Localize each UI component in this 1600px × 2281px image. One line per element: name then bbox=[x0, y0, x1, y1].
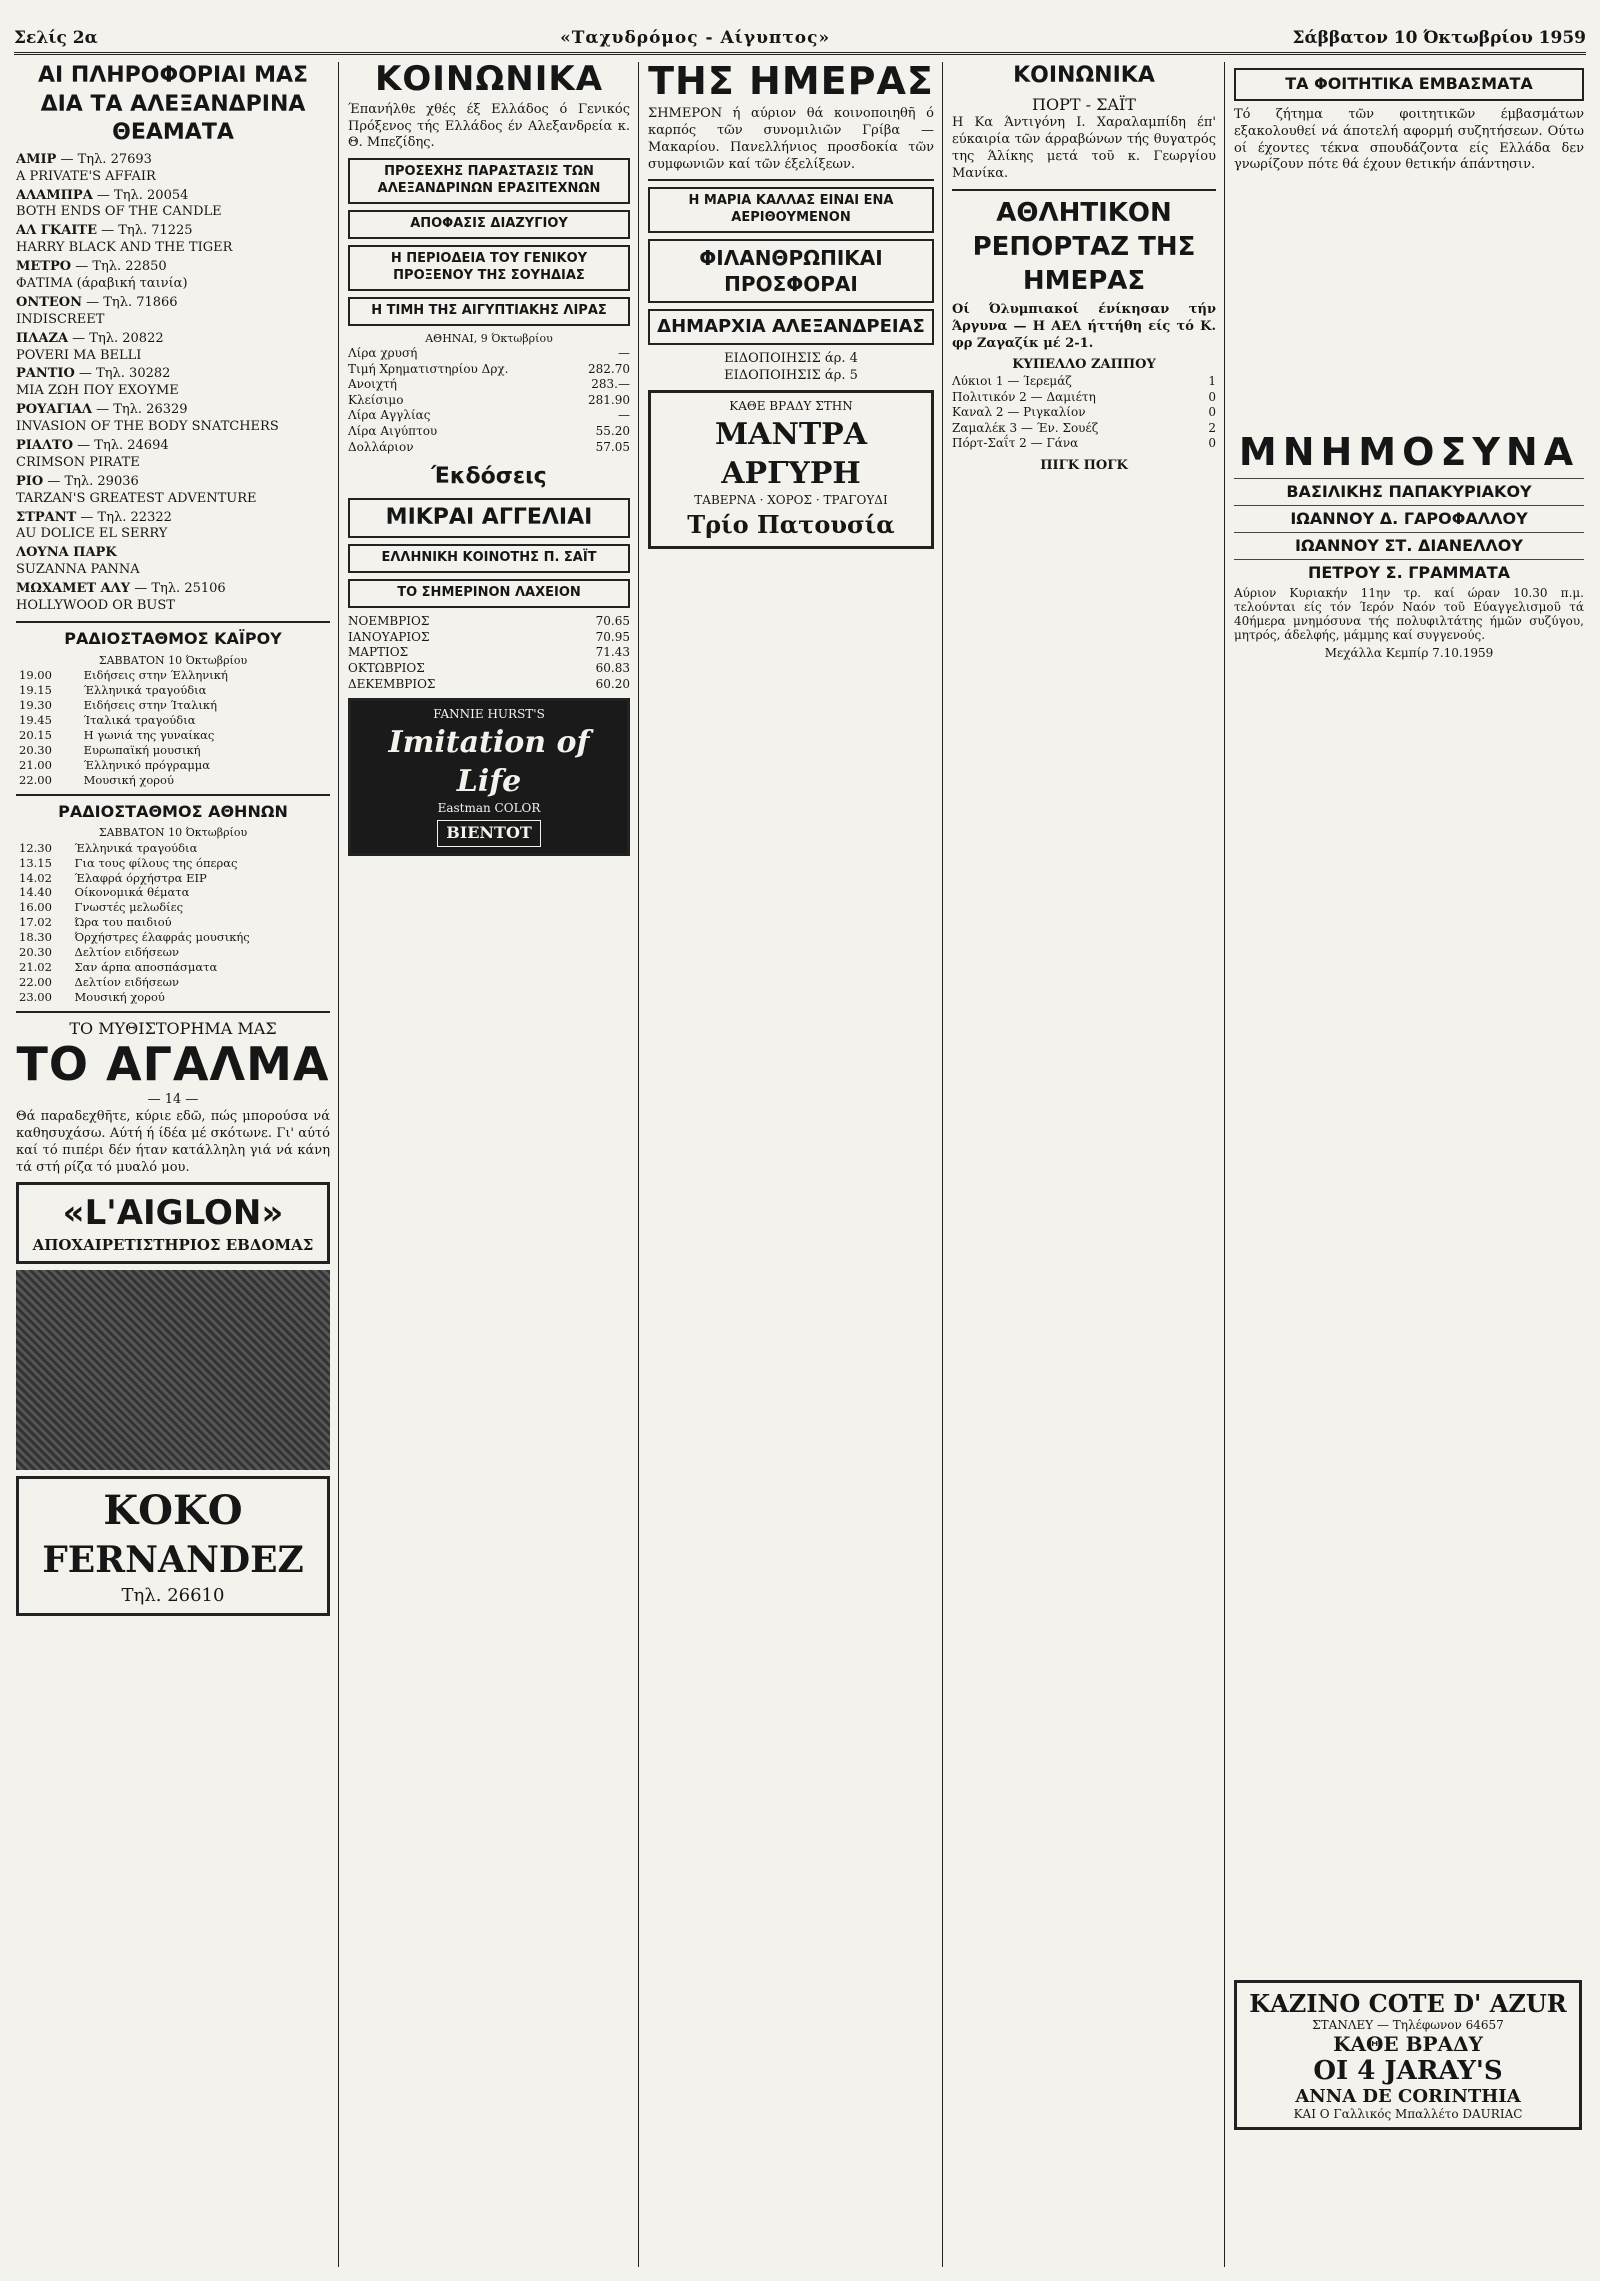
schedule-program: Όρχήστρες έλαφράς μουσικής bbox=[74, 930, 250, 945]
schedule-program: Μουσική χορού bbox=[74, 990, 165, 1004]
cinema-phone: — Τηλ. 26329 bbox=[91, 402, 188, 418]
schedule-time: 20.30 bbox=[19, 945, 52, 960]
cinema-item bbox=[16, 474, 330, 508]
schedule-row bbox=[16, 728, 330, 743]
day-title: ΤΗΣ ΗΜΕΡΑΣ bbox=[648, 62, 934, 103]
schedule-row bbox=[16, 758, 330, 773]
radio-athens-title: ΡΑΔΙΟΣΤΑΘΜΟΣ ΑΘΗΝΩΝ bbox=[58, 801, 288, 821]
cinema-name: ΟΝΤΕΟΝ bbox=[16, 294, 82, 310]
social-title: ΚΟΙΝΩΝΙΚΑ bbox=[374, 62, 604, 99]
column-entertainment bbox=[16, 62, 330, 2267]
film-ad-soon: ΒΙΕΝΤΟΤ bbox=[437, 820, 541, 847]
memorial-name: ΒΑΣΙΛΙΚΗΣ ΠΑΠΑΚΥΡΙΑΚΟΥ bbox=[1234, 478, 1584, 501]
cup-title: ΚΥΠΕΛΛΟ ΖΑΠΠΟΥ bbox=[1012, 357, 1156, 373]
schedule-row bbox=[16, 945, 330, 960]
municipal-headline: ΔΗΜΑΡΧΙΑ ΑΛΕΞΑΝΔΡΕΙΑΣ bbox=[648, 309, 934, 344]
lottery-list bbox=[348, 614, 630, 692]
schedule-time: 19.30 bbox=[19, 697, 52, 712]
price-row-value: 282.70 bbox=[588, 361, 630, 376]
mandra-band: Τρίο Πατουσία bbox=[687, 509, 895, 539]
result-row-value: 0 bbox=[1208, 436, 1216, 451]
schedule-time: 17.02 bbox=[19, 915, 52, 930]
lottery-row-label: ΟΚΤΩΒΡΙΟΣ bbox=[348, 660, 425, 675]
mandra-line: ΤΑΒΕΡΝΑ · ΧΟΡΟΣ · ΤΡΑΓΟΥΔΙ bbox=[694, 493, 888, 507]
students-text: Τό ζήτημα τῶν φοιτητικῶν έμβασμάτων εξακολουθεί νά άποτελή αφορμή συζητήσεων. Ούτω οί έχοντες τέκνα σπουδάζοντα είς Ελλάδα δεν γνωρίζουν πότε θά έχουν θετικήν άπάντησιν. bbox=[1234, 106, 1584, 173]
theatres-title: ΑΙ ΠΛΗΡΟΦΟΡΙΑΙ ΜΑΣ ΔΙΑ ΤΑ ΑΛΕΞΑΝΔΡΙΝΑ ΘΕΑΜΑΤΑ bbox=[37, 63, 309, 146]
price-row-value: 57.05 bbox=[595, 439, 630, 454]
koko-surname: FERNANDEZ bbox=[42, 1539, 304, 1582]
lottery-row-value: 70.65 bbox=[595, 614, 630, 629]
schedule-time: 20.15 bbox=[19, 727, 52, 742]
result-row bbox=[952, 374, 1216, 390]
koko-ad bbox=[16, 1476, 330, 1616]
column-rule bbox=[638, 62, 639, 2267]
schedule-time: 21.00 bbox=[19, 757, 52, 772]
novel-part: — 14 — bbox=[147, 1092, 199, 1108]
schedule-row bbox=[16, 915, 330, 930]
cinema-show: HOLLYWOOD OR BUST bbox=[16, 598, 175, 614]
cinema-name: ΑΜΙΡ bbox=[16, 151, 57, 167]
schedule-time: 20.30 bbox=[19, 742, 52, 757]
schedule-row bbox=[16, 990, 330, 1005]
mandra-kicker: ΚΑΘΕ ΒΡΑΔΥ ΣΤΗΝ bbox=[729, 399, 853, 414]
consul-headline: Η ΠΕΡΙΟΔΕΙΑ ΤΟΥ ΓΕΝΙΚΟΥ ΠΡΟΞΕΝΟΥ ΤΗΣ ΣΟΥΗΔΙΑΣ bbox=[348, 245, 630, 291]
column-rule bbox=[338, 62, 339, 2267]
schedule-row bbox=[16, 856, 330, 871]
schedule-time: 14.40 bbox=[19, 885, 52, 900]
radio-cairo-schedule bbox=[16, 668, 330, 788]
cinema-item bbox=[16, 366, 330, 400]
schedule-row bbox=[16, 668, 330, 683]
cinema-name: ΑΛΑΜΠΡΑ bbox=[16, 187, 93, 203]
cinema-name: ΛΟΥΝΑ ΠΑΡΚ bbox=[16, 545, 117, 561]
schedule-program: Δελτίον ειδήσεων bbox=[74, 945, 179, 960]
cinema-name: ΜΕΤΡΟ bbox=[16, 259, 72, 275]
schedule-row bbox=[16, 743, 330, 758]
memorial-name: ΙΩΑΝΝΟΥ ΣΤ. ΔΙΑΝΕΛΛΟΥ bbox=[1234, 532, 1584, 555]
price-row-value: 283.— bbox=[591, 377, 630, 392]
schedule-program: Έλληνικό πρόγραμμα bbox=[83, 757, 211, 772]
community-headline: ΕΛΛΗΝΙΚΗ ΚΟΙΝΟΤΗΣ Π. ΣΑΪΤ bbox=[348, 544, 630, 573]
lira-date: ΑΘΗΝΑΙ, 9 Όκτωβρίου bbox=[425, 331, 553, 345]
lottery-row-label: ΔΕΚΕΜΒΡΙΟΣ bbox=[348, 676, 436, 691]
aiglon-sub: ΑΠΟΧΑΙΡΕΤΙΣΤΗΡΙΟΣ ΕΒΔΟΜΑΣ bbox=[32, 1235, 314, 1254]
schedule-program: Για τους φίλους της όπερας bbox=[74, 855, 238, 870]
price-row-label: Λίρα χρυσή bbox=[348, 346, 418, 360]
result-row-label: Πολιτικόν 2 — Δαμιέτη bbox=[952, 389, 1096, 404]
cinema-phone: — Τηλ. 24694 bbox=[73, 438, 169, 454]
film-ad bbox=[348, 698, 630, 856]
price-row-label: Δολλάριον bbox=[348, 439, 414, 454]
result-row bbox=[952, 390, 1216, 406]
casino-nightly: ΚΑΘΕ ΒΡΑΔΥ bbox=[1333, 2032, 1483, 2056]
schedule-program: Έλληνικά τραγούδια bbox=[74, 840, 198, 855]
cinema-show: INDISCREET bbox=[16, 311, 105, 327]
cinema-show: SUZANNA PANNA bbox=[16, 562, 140, 578]
cinema-phone: — Τηλ. 27693 bbox=[56, 151, 152, 167]
result-row bbox=[952, 405, 1216, 421]
cinema-phone: — Τηλ. 71225 bbox=[96, 223, 193, 239]
cinema-show: ΜΙΑ ΖΩΗ ΠΟΥ ΕΧΟΥΜΕ bbox=[16, 383, 179, 399]
schedule-row bbox=[16, 900, 330, 915]
cinema-phone: — Τηλ. 20054 bbox=[92, 187, 189, 203]
social-text: Έπανήλθε χθές έξ Ελλάδος ό Γενικός Πρόξενος τής Ελλάδος έν Αλεξανδρεία κ. Θ. Μπεζίδης. bbox=[348, 101, 630, 151]
aiglon-ad bbox=[16, 1182, 330, 1264]
memorial-name: ΠΕΤΡΟΥ Σ. ΓΡΑΜΜΑΤΑ bbox=[1234, 559, 1584, 582]
lira-headline: Η ΤΙΜΗ ΤΗΣ ΑΙΓΥΠΤΙΑΚΗΣ ΛΙΡΑΣ bbox=[348, 297, 630, 326]
casino-title: ΚΑΖΙΝΟ COTE D' AZUR bbox=[1249, 1989, 1567, 2018]
schedule-row bbox=[16, 683, 330, 698]
social-ps-text: Η Κα Άντιγόνη Ι. Χαραλαμπίδη έπ' εύκαιρία τῶν άρραβώνων τής θυγατρός της Άλίκης μετά τοῦ κ. Γεωργίου Μανίκα. bbox=[952, 115, 1216, 182]
schedule-row bbox=[16, 960, 330, 975]
cinema-name: ΜΩΧΑΜΕΤ ΑΛΥ bbox=[16, 581, 131, 597]
cinema-list bbox=[16, 152, 330, 615]
cinema-item bbox=[16, 259, 330, 293]
lottery-row bbox=[348, 630, 630, 646]
radio-athens-date: ΣΑΒΒΑΤΟΝ 10 Όκτωβρίου bbox=[98, 826, 248, 840]
sports-title: ΑΘΛΗΤΙΚΟΝ ΡΕΠΟΡΤΑΖ ΤΗΣ ΗΜΕΡΑΣ bbox=[972, 197, 1196, 296]
cinema-name: ΡΙΟ bbox=[16, 473, 44, 489]
price-row-label: Τιμή Χρηματιστηρίου Δρχ. bbox=[348, 361, 509, 376]
memorial-text: Αύριον Κυριακήν 11ην τρ. καί ώραν 10.30 π.μ. τελούνται είς τόν Ίερόν Ναόν τοῦ Εύαγγελισμοῦ τά 40ήμερα μνημόσυνα τής πολυφιλτάτης ήμῶν συζύγου, μητρός, άδελφής, μάμμης καί συγγενούς. bbox=[1234, 586, 1584, 642]
casino-star: ANNA DE CORINTHIA bbox=[1295, 2086, 1521, 2107]
film-ad-sub: Eastman COLOR bbox=[437, 800, 541, 815]
social-ps-place: ΠΟΡΤ - ΣΑΪΤ bbox=[1032, 94, 1136, 114]
schedule-row bbox=[16, 713, 330, 728]
schedule-program: Η γωνιά της γυναίκας bbox=[83, 727, 215, 742]
casino-extra: ΚΑΙ Ο Γαλλικός Μπαλλέτο DAURIAC bbox=[1293, 2107, 1523, 2121]
schedule-row bbox=[16, 871, 330, 886]
price-row-value: — bbox=[618, 346, 630, 360]
issue-date: Σάββατον 10 Όκτωβρίου 1959 bbox=[1292, 28, 1586, 48]
cinema-phone: — Τηλ. 20822 bbox=[68, 330, 164, 346]
cinema-item bbox=[16, 510, 330, 544]
schedule-time: 13.15 bbox=[19, 855, 52, 870]
price-row-label: Λίρα Αγγλίας bbox=[348, 408, 431, 423]
price-row-value: 281.90 bbox=[588, 392, 630, 407]
day-lead: ΣΗΜΕΡΟΝ ή αύριον θά κοινοποιηθῆ ό καρπός τῶν συνομιλιῶν Γρίβα — Μακαρίου. Πανελλήνιος προσδοκία τῶν συμφωνιῶν καί τῶν έξελίξεων. bbox=[648, 105, 934, 172]
novel-kicker: ΤΟ ΜΥΘΙΣΤΟΡΗΜΑ ΜΑΣ bbox=[69, 1018, 277, 1038]
schedule-program: Ώρα του παιδιού bbox=[74, 915, 172, 930]
price-row bbox=[348, 440, 630, 456]
schedule-program: Δελτίον ειδήσεων bbox=[74, 975, 179, 990]
mandra-ad bbox=[648, 390, 934, 548]
novel-text: Θά παραδεχθῆτε, κύριε εδῶ, πώς μπορούσα νά καθησυχάσω. Αύτή ή ίδέα μέ σκότωνε. Γι' αύτό καί τό πιπέρι δέν ήταν κατάλληλη γιά νά κάνη τά στή ρίζα τό μυαλό μου. bbox=[16, 1108, 330, 1175]
cinema-show: HARRY BLACK AND THE TIGER bbox=[16, 240, 233, 256]
schedule-program: Ευρωπαϊκή μουσική bbox=[83, 742, 201, 757]
memorial-date: Μεχάλλα Κεμπίρ 7.10.1959 bbox=[1324, 646, 1494, 660]
notice-5: ΕΙΔΟΠΟΙΗΣΙΣ άρ. 5 bbox=[724, 367, 858, 383]
result-row-label: Ζαμαλέκ 3 — Έν. Σουέζ bbox=[952, 420, 1099, 435]
page-header bbox=[14, 10, 1586, 55]
callas-headline: Η ΜΑΡΙΑ ΚΑΛΛΑΣ ΕΙΝΑΙ ΕΝΑ ΑΕΡΙΘΟΥΜΕΝΟΝ bbox=[648, 187, 934, 233]
result-row bbox=[952, 421, 1216, 437]
schedule-row bbox=[16, 698, 330, 713]
social-ps-title: ΚΟΙΝΩΝΙΚΑ bbox=[1013, 63, 1155, 88]
schedule-program: Γνωστές μελωδίες bbox=[74, 900, 184, 915]
charity-headline: ΦΙΛΑΝΘΡΩΠΙΚΑΙ ΠΡΟΣΦΟΡΑΙ bbox=[648, 239, 934, 303]
film-ad-title: Imitation of Life bbox=[388, 724, 590, 799]
schedule-program: Μουσική χορού bbox=[83, 772, 174, 787]
lottery-row bbox=[348, 677, 630, 693]
cinema-item bbox=[16, 545, 330, 579]
schedule-program: Οίκονομικά θέματα bbox=[74, 885, 190, 900]
price-row-label: Ανοιχτή bbox=[348, 377, 397, 392]
cinema-name: ΡΙΑΛΤΟ bbox=[16, 438, 74, 454]
cinema-show: BOTH ENDS OF THE CANDLE bbox=[16, 204, 222, 220]
lottery-headline: ΤΟ ΣΗΜΕΡΙΝΟΝ ΛΑΧΕΙΟΝ bbox=[348, 579, 630, 608]
memorial-block bbox=[1234, 430, 1584, 660]
cinema-show: A PRIVATE'S AFFAIR bbox=[16, 168, 156, 184]
cinema-phone: — Τηλ. 71866 bbox=[82, 294, 178, 310]
cinema-item bbox=[16, 188, 330, 222]
newspaper-name: «Ταχυδρόμος - Αίγυπτος» bbox=[560, 28, 831, 48]
students-title: ΤΑ ΦΟΙΤΗΤΙΚΑ ΕΜΒΑΣΜΑΤΑ bbox=[1234, 68, 1584, 101]
lottery-row bbox=[348, 661, 630, 677]
novel-title: ΤΟ ΑΓΑΛΜΑ bbox=[16, 1036, 330, 1091]
mandra-title: ΜΑΝΤΡΑ ΑΡΓΥΡΗ bbox=[714, 417, 868, 491]
schedule-program: Ειδήσεις στην Ίταλική bbox=[83, 697, 217, 712]
lira-prices bbox=[348, 346, 630, 455]
koko-phone: Τηλ. 26610 bbox=[121, 1584, 225, 1606]
lottery-row-label: ΝΟΕΜΒΡΙΟΣ bbox=[348, 614, 430, 629]
schedule-time: 19.15 bbox=[19, 682, 52, 697]
theatre-headline: ΠΡΟΣΕΧΗΣ ΠΑΡΑΣΤΑΣΙΣ ΤΩΝ ΑΛΕΞΑΝΔΡΙΝΩΝ ΕΡΑΣΙΤΕΧΝΩΝ bbox=[348, 158, 630, 204]
column-rule bbox=[942, 62, 943, 2267]
schedule-program: Έλαφρά όρχήστρα ΕΙΡ bbox=[74, 870, 207, 885]
cinema-item bbox=[16, 295, 330, 329]
result-row-label: Πόρτ-Σαΐτ 2 — Γάνα bbox=[952, 436, 1079, 451]
schedule-program: Σαν άρπα αποσπάσματα bbox=[74, 960, 218, 975]
schedule-time: 19.00 bbox=[19, 668, 52, 683]
schedule-row bbox=[16, 773, 330, 788]
schedule-time: 16.00 bbox=[19, 900, 52, 915]
price-row-label: Κλείσιμο bbox=[348, 392, 404, 407]
cinema-show: CRIMSON PIRATE bbox=[16, 454, 140, 470]
column-rule bbox=[1224, 62, 1225, 2267]
dancer-photo bbox=[16, 1270, 330, 1470]
cinema-show: TARZAN'S GREATEST ADVENTURE bbox=[16, 490, 257, 506]
lottery-row-value: 60.83 bbox=[595, 660, 630, 675]
cinema-phone: — Τηλ. 29036 bbox=[43, 473, 139, 489]
cinema-show: POVERI MA BELLI bbox=[16, 347, 142, 363]
cinema-name: ΑΛ ΓΚΑΙΤΕ bbox=[16, 223, 97, 239]
casino-phone: ΣΤΑΝΛΕΥ — Τηλέφωνον 64657 bbox=[1312, 2018, 1504, 2032]
radio-cairo-date: ΣΑΒΒΑΤΟΝ 10 Όκτωβρίου bbox=[98, 653, 248, 667]
cinema-name: ΡΑΝΤΙΟ bbox=[16, 366, 75, 382]
sports-sign: ΠΙΓΚ ΠΟΓΚ bbox=[1040, 457, 1128, 473]
notice-4: ΕΙΔΟΠΟΙΗΣΙΣ άρ. 4 bbox=[724, 350, 858, 366]
cinema-item bbox=[16, 438, 330, 472]
cinema-phone: — Τηλ. 30282 bbox=[74, 366, 171, 382]
result-row bbox=[952, 436, 1216, 452]
cinema-show: ΦΑΤΙΜΑ (άραβική ταινία) bbox=[16, 276, 188, 292]
casino-act: ΟΙ 4 JARAY'S bbox=[1313, 2056, 1503, 2086]
schedule-time: 23.00 bbox=[19, 990, 52, 1004]
price-row bbox=[348, 424, 630, 440]
sports-sub: Οί Όλυμπιακοί ένίκησαν τήν Άργυνα — Η ΑΕΛ ήττήθη είς τό Κ. φρ Ζαγαζίκ μέ 2-1. bbox=[952, 302, 1216, 352]
price-row bbox=[348, 377, 630, 393]
price-row-value: 55.20 bbox=[595, 423, 630, 438]
cinema-name: ΠΛΑΖΑ bbox=[16, 330, 69, 346]
small-ads-title: ΜΙΚΡΑΙ ΑΓΓΕΛΙΑΙ bbox=[348, 498, 630, 539]
memorial-names bbox=[1234, 478, 1584, 582]
schedule-time: 22.00 bbox=[19, 772, 52, 787]
koko-name: ΚΟΚΟ bbox=[103, 1487, 243, 1535]
lottery-row-value: 71.43 bbox=[595, 645, 630, 660]
result-row-value: 0 bbox=[1208, 389, 1216, 404]
schedule-row bbox=[16, 885, 330, 900]
result-row-value: 1 bbox=[1208, 373, 1216, 388]
memorial-title: ΜΝΗΜΟΣΥΝΑ bbox=[1238, 430, 1580, 474]
schedule-program: Ίταλικά τραγούδια bbox=[83, 712, 196, 727]
cinema-item bbox=[16, 223, 330, 257]
cinema-name: ΣΤΡΑΝΤ bbox=[16, 509, 77, 525]
schedule-time: 14.02 bbox=[19, 870, 52, 885]
cinema-phone: — Τηλ. 25106 bbox=[130, 581, 226, 597]
price-row bbox=[348, 393, 630, 409]
radio-athens-schedule bbox=[16, 841, 330, 1005]
cinema-item bbox=[16, 331, 330, 365]
lottery-row-value: 70.95 bbox=[595, 629, 630, 644]
divorce-headline: ΑΠΟΦΑΣΙΣ ΔΙΑΖΥΓΙΟΥ bbox=[348, 210, 630, 239]
page-number: Σελίς 2α bbox=[14, 28, 98, 48]
results-list bbox=[952, 374, 1216, 452]
lottery-row-label: ΜΑΡΤΙΟΣ bbox=[348, 645, 409, 660]
lottery-row bbox=[348, 645, 630, 661]
price-row bbox=[348, 346, 630, 362]
schedule-program: Έλληνικά τραγούδια bbox=[83, 682, 207, 697]
schedule-row bbox=[16, 930, 330, 945]
lottery-row bbox=[348, 614, 630, 630]
cinema-phone: — Τηλ. 22322 bbox=[76, 509, 172, 525]
schedule-row bbox=[16, 841, 330, 856]
cinema-show: INVASION OF THE BODY SNATCHERS bbox=[16, 419, 279, 435]
aiglon-title: «L'AIGLON» bbox=[62, 1193, 284, 1234]
price-row-label: Λίρα Αιγύπτου bbox=[348, 423, 438, 438]
schedule-time: 19.45 bbox=[19, 712, 52, 727]
cinema-item bbox=[16, 152, 330, 186]
casino-ad bbox=[1234, 1980, 1582, 2130]
editions-title: Έκδόσεις bbox=[431, 464, 547, 490]
price-row bbox=[348, 408, 630, 424]
column-students bbox=[1234, 62, 1584, 422]
cinema-item bbox=[16, 402, 330, 436]
result-row-value: 2 bbox=[1208, 420, 1216, 435]
cinema-show: AU DOLICE EL SERRY bbox=[16, 526, 168, 542]
memorial-name: ΙΩΑΝΝΟΥ Δ. ΓΑΡΟΦΑΛΛΟΥ bbox=[1234, 505, 1584, 528]
result-row-value: 0 bbox=[1208, 405, 1216, 420]
cinema-phone: — Τηλ. 22850 bbox=[71, 259, 167, 275]
schedule-time: 22.00 bbox=[19, 975, 52, 990]
price-row bbox=[348, 362, 630, 378]
schedule-time: 12.30 bbox=[19, 840, 52, 855]
film-ad-brand: FANNIE HURST'S bbox=[433, 707, 545, 722]
result-row-label: Λύκιοι 1 — Ίερεμάζ bbox=[952, 373, 1072, 388]
schedule-row bbox=[16, 975, 330, 990]
lottery-row-value: 60.20 bbox=[595, 676, 630, 691]
schedule-program: Ειδήσεις στην Έλληνική bbox=[83, 668, 228, 683]
column-day bbox=[648, 62, 934, 2267]
radio-cairo-title: ΡΑΔΙΟΣΤΑΘΜΟΣ ΚΑΪΡΟΥ bbox=[64, 628, 282, 648]
column-sports bbox=[952, 62, 1216, 2267]
column-social bbox=[348, 62, 630, 2267]
schedule-time: 21.02 bbox=[19, 960, 52, 975]
result-row-label: Καναλ 2 — Ριγκαλίον bbox=[952, 405, 1086, 420]
cinema-item bbox=[16, 581, 330, 615]
lottery-row-label: ΙΑΝΟΥΑΡΙΟΣ bbox=[348, 629, 430, 644]
schedule-time: 18.30 bbox=[19, 930, 52, 945]
cinema-name: ΡΟΥΑΓΙΑΛ bbox=[16, 402, 92, 418]
price-row-value: — bbox=[618, 408, 630, 423]
